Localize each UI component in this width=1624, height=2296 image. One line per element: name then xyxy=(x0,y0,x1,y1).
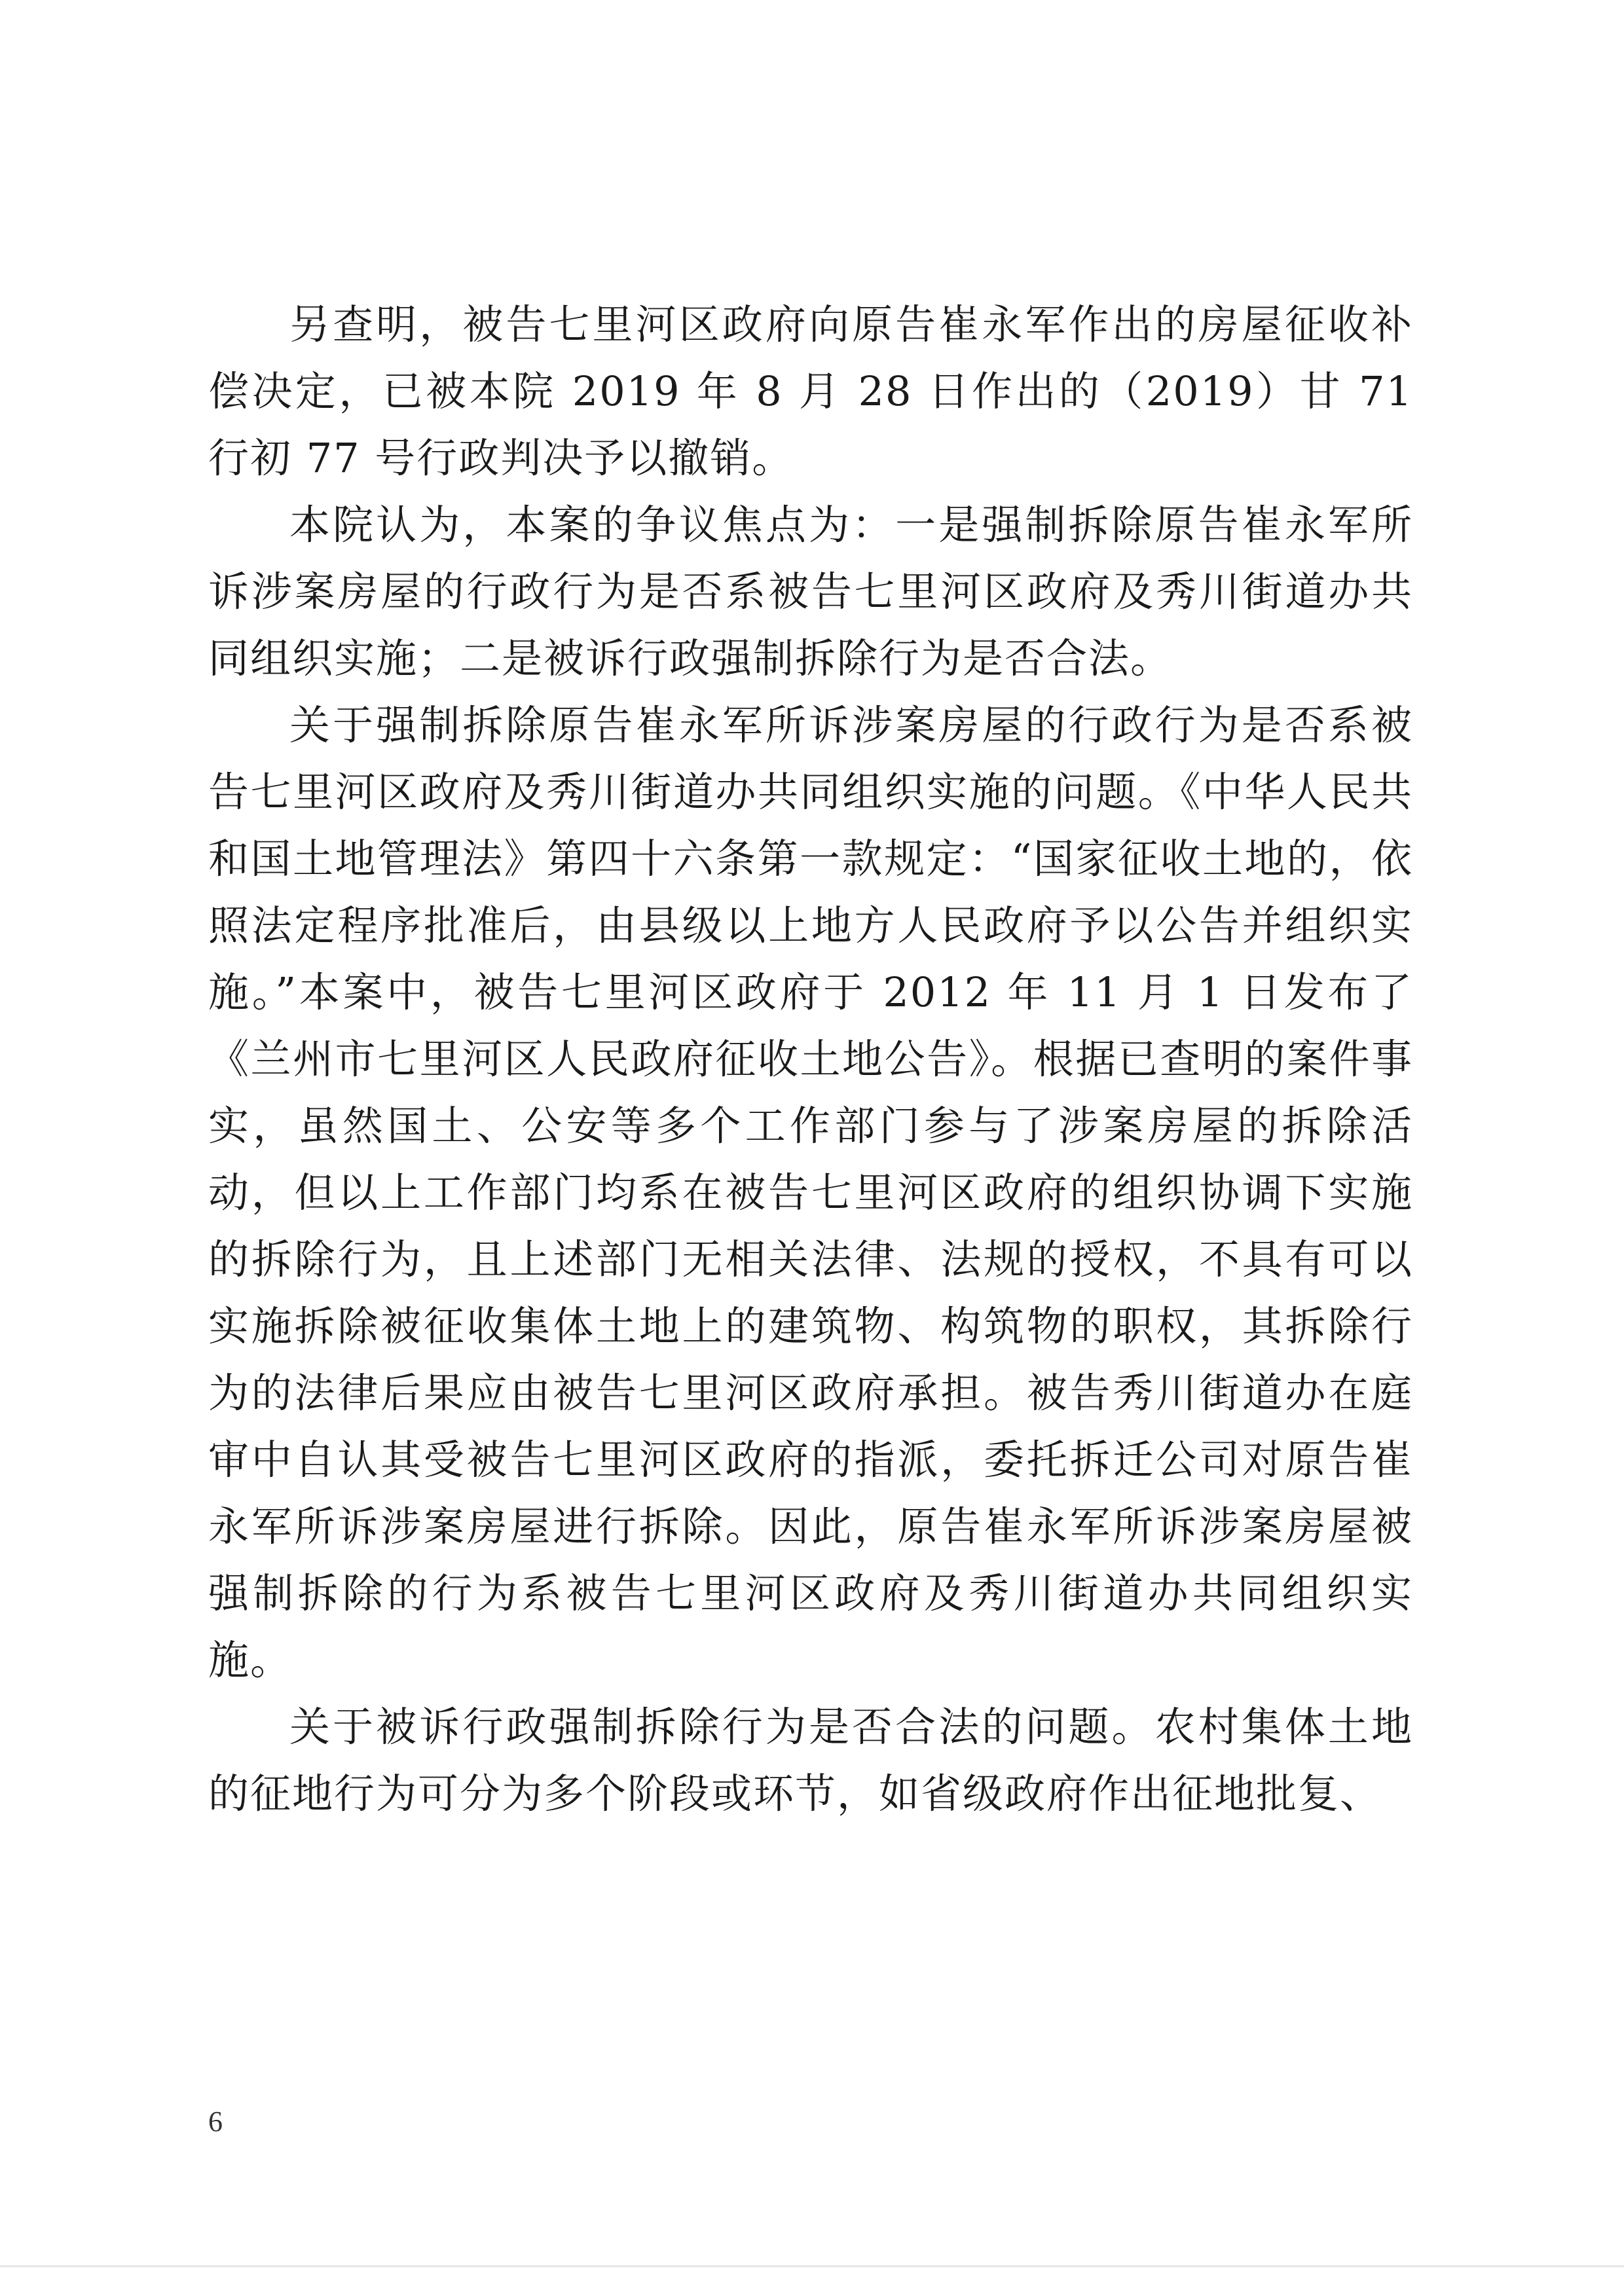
paragraph-court-opinion: 本院认为，本案的争议焦点为：一是强制拆除原告崔永军所诉涉案房屋的行政行为是否系被告七里河区政府及秀川街道办共同组织实施；二是被诉行政强制拆除行为是否合法。 xyxy=(208,501,1413,682)
paragraph-legality-question: 关于被诉行政强制拆除行为是否合法的问题。农村集体土地的征地行为可分为多个阶段或环节，如省级政府作出征地批复、 xyxy=(208,1703,1413,1817)
paragraph-further-findings: 另查明，被告七里河区政府向原告崔永军作出的房屋征收补偿决定，已被本院 2019 年 8 月 28 日作出的（2019）甘 71 行初 77 号行政判决予以撤销。 xyxy=(208,301,1413,482)
paragraph-joint-implementation: 关于强制拆除原告崔永军所诉涉案房屋的行政行为是否系被告七里河区政府及秀川街道办共同组织实施的问题。《中华人民共和国土地管理法》第四十六条第一款规定：“国家征收土地的，依照法定程序批准后，由县级以上地方人民政府予以公告并组织实施。”本案中，被告七里河区政府于 2012 年 11 月 1 日发布了《兰州市七里河区人民政府征收土地公告》。根据已查明的案件事实，虽然国土、公安等多个工作部门参与了涉案房屋的拆除活动，但以上工作部门均系在被告七里河区政府的组织协调下实施的拆除行为，且上述部门无相关法律、法规的授权，不具有可以实施拆除被征收集体土地上的建筑物、构筑物的职权，其拆除行为的法律后果应由被告七里河区政府承担。被告秀川街道办在庭审中自认其受被告七里河区政府的指派，委托拆迁公司对原告崔永军所诉涉案房屋进行拆除。因此，原告崔永军所诉涉案房屋被强制拆除的行为系被告七里河区政府及秀川街道办共同组织实施。 xyxy=(208,701,1413,1684)
scan-edge-divider xyxy=(0,2265,1624,2267)
document-body xyxy=(208,291,1413,1827)
page-number: 6 xyxy=(208,2105,223,2138)
